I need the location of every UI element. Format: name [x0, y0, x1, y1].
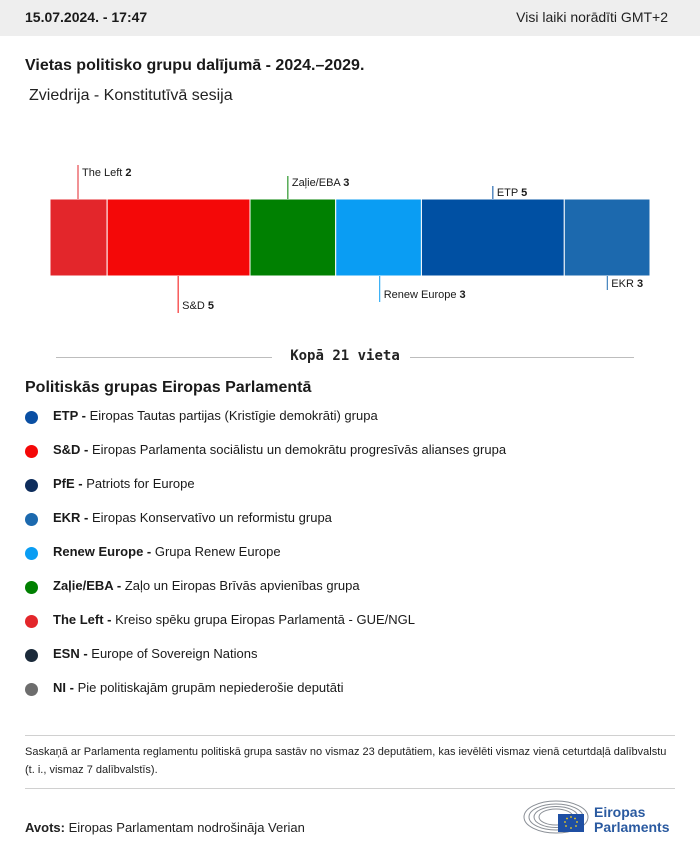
legend-abbr: Zaļie/EBA - Zaļo un Eiropas Brīvās apvienības grupa: [53, 578, 360, 593]
legend-dot-icon: [25, 445, 38, 458]
legend-abbr: Renew Europe - Grupa Renew Europe: [53, 544, 281, 559]
logo-line-2: Parlaments: [594, 819, 670, 835]
bar-segment: [50, 199, 107, 276]
legend-abbr: ETP - Eiropas Tautas partijas (Kristīgie demokrāti) grupa: [53, 408, 378, 423]
legend-full-name: Eiropas Tautas partijas (Kristīgie demokrāti) grupa: [86, 408, 378, 423]
legend-dot-icon: [25, 649, 38, 662]
bar-segment: [250, 199, 336, 276]
legend-full-name: Pie politiskajām grupām nepiederošie deputāti: [73, 680, 344, 695]
legend-full-name: Eiropas Konservatīvo un reformistu grupa: [88, 510, 332, 525]
legend-dot-icon: [25, 581, 38, 594]
bar-label: Zaļie/EBA 3: [291, 177, 350, 189]
legend-full-name: Zaļo un Eiropas Brīvās apvienības grupa: [121, 578, 360, 593]
legend-dot-icon: [25, 479, 38, 492]
page-title: Vietas politisko grupu dalījumā - 2024.–2029.: [25, 57, 365, 74]
source-label: Avots:: [25, 820, 65, 835]
bar-label: S&D 5: [182, 300, 214, 312]
bar-label: EKR 3: [611, 278, 644, 290]
bar-segment: [421, 199, 564, 276]
timezone-note: Visi laiki norādīti GMT+2: [516, 9, 668, 25]
parliament-hemicycle-icon: [522, 797, 590, 837]
logo-line-1: Eiropas: [594, 804, 646, 820]
datetime: 15.07.2024. - 17:47: [25, 9, 148, 25]
legend-full-name: Europe of Sovereign Nations: [87, 646, 258, 661]
seat-chart: [0, 150, 700, 325]
source: [25, 820, 305, 835]
legend-dot-icon: [25, 683, 38, 696]
legend-full-name: Kreiso spēku grupa Eiropas Parlamentā - GUE/NGL: [111, 612, 415, 627]
total-seats-divider: [56, 345, 634, 369]
legend-abbr: PfE - Patriots for Europe: [53, 476, 195, 491]
legend-abbr: S&D - Eiropas Parlamenta sociālistu un demokrātu progresīvās alianses grupa: [53, 442, 507, 457]
bar-label: Renew Europe 3: [383, 289, 466, 301]
ep-logo: [522, 797, 682, 839]
bar-segment: [107, 199, 250, 276]
legend-dot-icon: [25, 513, 38, 526]
legend-dot-icon: [25, 615, 38, 628]
legend-abbr: The Left - Kreiso spēku grupa Eiropas Parlamentā - GUE/NGL: [53, 612, 415, 627]
legend-abbr: NI - Pie politiskajām grupām nepiederošie deputāti: [53, 680, 344, 695]
legend-full-name: Eiropas Parlamenta sociālistu un demokrātu progresīvās alianses grupa: [88, 442, 507, 457]
divider: [25, 788, 675, 789]
total-seats-label: Kopā 21 vieta: [280, 348, 410, 364]
legend-full-name: Grupa Renew Europe: [151, 544, 281, 559]
bar-segment: [336, 199, 422, 276]
legend-title: Politiskās grupas Eiropas Parlamentā: [25, 379, 312, 396]
legend-dot-icon: [25, 411, 38, 424]
footnote: Saskaņā ar Parlamenta reglamentu politiskā grupa sastāv no vismaz 23 deputātiem, kas ievēlēti vismaz vienā ceturtdaļā dalībvalstu (t. i., vismaz 7 dalībvalstīs).: [25, 746, 667, 776]
source-text: Eiropas Parlamentam nodrošināja Verian: [68, 820, 305, 835]
legend-dot-icon: [25, 547, 38, 560]
bar-label: The Left 2: [82, 167, 132, 179]
legend-abbr: EKR - Eiropas Konservatīvo un reformistu grupa: [53, 510, 332, 525]
bar-segment: [564, 199, 650, 276]
page-subtitle: Zviedrija - Konstitutīvā sesija: [29, 87, 233, 104]
bar-label: ETP 5: [496, 187, 528, 199]
legend-abbr: ESN - Europe of Sovereign Nations: [53, 646, 258, 661]
divider: [25, 735, 675, 736]
top-bar: [0, 0, 700, 36]
legend-full-name: Patriots for Europe: [82, 476, 195, 491]
